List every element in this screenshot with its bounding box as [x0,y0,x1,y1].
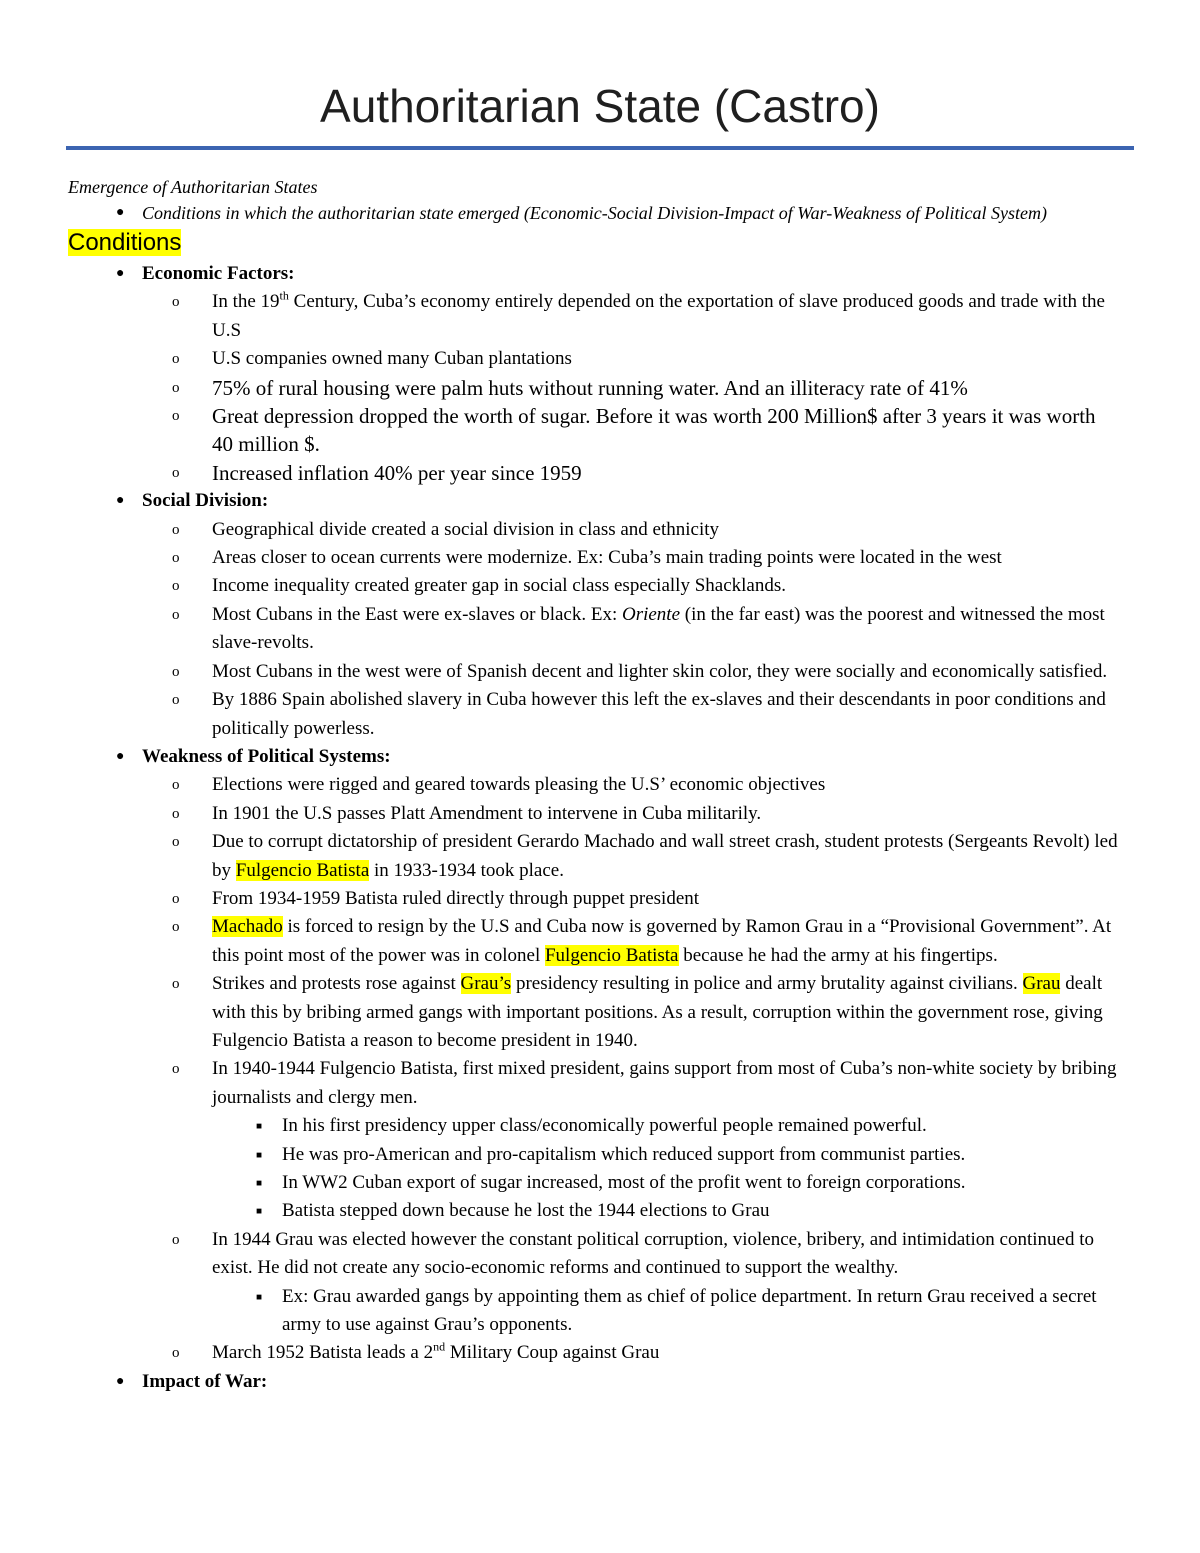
bullet-marker: ● [116,205,125,220]
intro-bullet [68,200,1200,226]
highlight: Fulgencio Batista [235,859,370,881]
bullet-marker: ● [116,266,125,281]
highlight: Fulgencio Batista [544,944,679,966]
political-heading: Weakness of Political Systems: [142,745,391,767]
list-item: o Great depression dropped the worth of sugar. Before it was worth 200 Million$ after 3 years it was worth 40 million $. [172,404,1096,457]
highlight: Grau’s [460,973,512,995]
list-item: o By 1886 Spain abolished slavery in Cuba however this left the ex-slaves and their descendants in poor conditions and politically powerless. [172,689,1106,739]
title-underline [66,146,1134,150]
highlight: Machado [212,916,283,938]
list-item: o Income inequality created greater gap in social class especially Shacklands. [172,575,786,597]
list-item: o In 1944 Grau was elected however the constant political corruption, violence, bribery, and intimidation continued to exist. He did not create any socio-economic reforms and continued to support the wealthy. [172,1228,1095,1279]
intro-bullet-text: Conditions in which the authoritarian state emerged (Economic-Social Division-Impact of War-Weakness of Political System) [142,203,1048,223]
list-item: o In the 19th Century, Cuba’s economy entirely depended on the exportation of slave produced goods and trade with the U.S [172,289,1105,341]
intro-heading: Emergence of Authoritarian States [68,177,318,197]
list-item: o Machado is forced to resign by the U.S and Cuba now is governed by Ramon Grau in a “Provisional Government”. At this point most of the power was in colonel Fulgencio Batista because he had the army at his fingertips. [172,916,1112,966]
list-item-social-division: ● Social Division: [116,490,269,512]
sub-list-item: ■ In WW2 Cuban export of sugar increased, most of the profit went to foreign corporations. [256,1172,966,1193]
sub-list-item: ■ Batista stepped down because he lost the 1944 elections to Grau [256,1200,770,1222]
list-item: o Most Cubans in the East were ex-slaves or black. Ex: Oriente (in the far east) was the poorest and witnessed the most slave-revolts. [172,603,1105,654]
highlight: Grau [1022,973,1061,995]
sub-list-item: ■ Ex: Grau awarded gangs by appointing them as chief of police department. In return Grau received a secret army to use against Grau’s opponents. [256,1285,1097,1336]
sub-list-item: ■ In his first presidency upper class/economically powerful people remained powerful. [256,1115,927,1137]
list-item: o Areas closer to ocean currents were modernize. Ex: Cuba’s main trading points were located in the west [172,547,1002,569]
list-item: o March 1952 Batista leads a 2nd Military Coup against Grau [172,1340,660,1364]
list-item: o From 1934-1959 Batista ruled directly through puppet president [172,887,700,909]
list-item: o Elections were rigged and geared towards pleasing the U.S’ economic objectives [172,774,826,796]
list-item: o Geographical divide created a social division in class and ethnicity [172,518,720,540]
list-item: o Due to corrupt dictatorship of president Gerardo Machado and wall street crash, student protests (Sergeants Revolt) led by Fulgencio Batista in 1933-1934 took place. [172,831,1118,881]
war-heading: Impact of War: [142,1370,268,1392]
list-item-economic-factors [0,260,1200,288]
list-item-impact-of-war: ● Impact of War: [116,1370,268,1392]
sub-list-item: ■ He was pro-American and pro-capitalism which reduced support from communist parties. [256,1143,966,1165]
section-heading-conditions: Conditions [68,229,182,256]
social-heading: Social Division: [142,490,269,512]
list-item: o Strikes and protests rose against Grau’s presidency resulting in police and army brutality against civilians. Grau dealt with this by bribing armed gangs with important positions. As a result, corruption within the government rose, giving Fulgencio Batista a reason to become president in 1940. [172,973,1103,1051]
economic-heading: Economic Factors: [142,263,295,284]
list-item: o In 1940-1944 Fulgencio Batista, first mixed president, gains support from most of Cuba’s non-white society by bribing journalists and clergy men. [172,1058,1117,1108]
list-item: o Most Cubans in the west were of Spanish decent and lighter skin color, they were socially and economically satisfied. [172,660,1108,682]
list-item: o In 1901 the U.S passes Platt Amendment to intervene in Cuba militarily. [172,802,762,824]
document-body [0,174,1200,1396]
page-title: Authoritarian State (Castro) [320,80,880,132]
list-item: o 75% of rural housing were palm huts without running water. And an illiteracy rate of 41% [172,375,968,400]
list-item: o Increased inflation 40% per year since 1959 [172,460,582,485]
list-item-political-systems: ● Weakness of Political Systems: [116,745,391,767]
list-item: o U.S companies owned many Cuban plantations [172,348,572,370]
